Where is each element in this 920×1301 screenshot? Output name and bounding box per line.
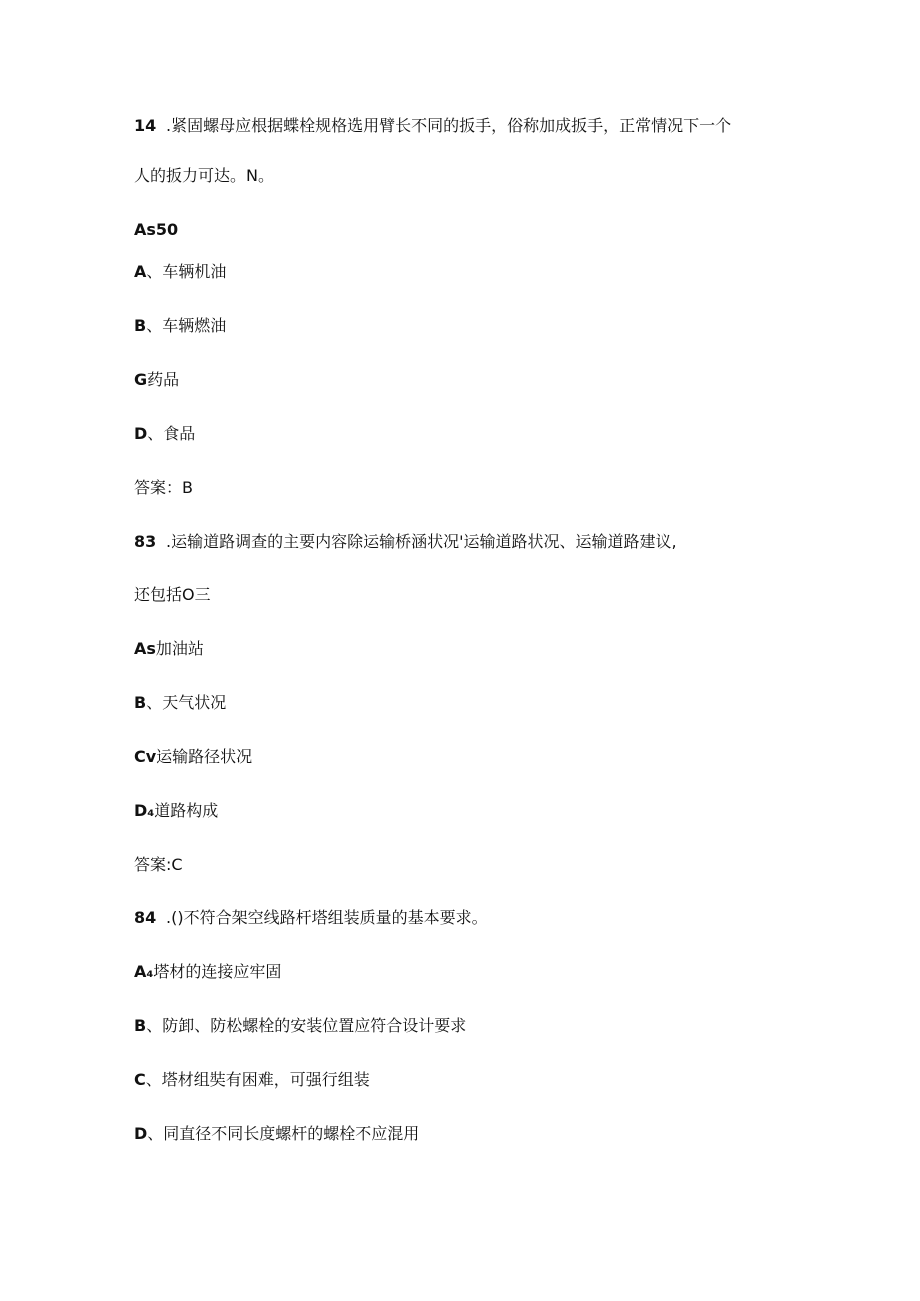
question-14-option-c (134, 370, 179, 390)
question-83-option-c (134, 747, 252, 767)
question-14-option-d (134, 424, 195, 444)
option-text: 、防卸、防松螺栓的安装位置应符合设计要求 (146, 1016, 467, 1035)
question-14-option-a (134, 262, 226, 282)
option-text: 、同直径不同长度螺杆的螺栓不应混用 (147, 1124, 420, 1143)
option-text: 塔材的连接应牢固 (153, 962, 282, 981)
option-label: As (134, 639, 156, 658)
question-14-stem-line1 (134, 116, 731, 136)
option-label: D₄ (134, 801, 155, 820)
question-stem-text: .运输道路调查的主要内容除运输桥涵状况'运输道路状况、运输道路建议, (166, 532, 677, 551)
option-text: 道路构成 (154, 801, 219, 820)
question-number: 14 (134, 116, 157, 135)
answer-text: 答案:C (134, 855, 183, 874)
question-84-option-a (134, 962, 281, 982)
question-number: 83 (134, 532, 157, 551)
option-label: B (134, 1016, 147, 1035)
option-label: D (134, 1124, 148, 1143)
question-84-option-b (134, 1016, 466, 1036)
option-label: D (134, 424, 148, 443)
question-83-option-b (134, 693, 226, 713)
option-label: B (134, 316, 147, 335)
question-83-option-a (134, 639, 204, 659)
option-text: 、天气状况 (146, 693, 227, 712)
question-14-answer (134, 478, 193, 498)
option-text: 、车辆燃油 (146, 316, 227, 335)
option-label: B (134, 693, 147, 712)
option-text: 加油站 (155, 639, 204, 658)
question-14-stem-line2 (134, 166, 274, 186)
answer-text: 答案：B (134, 478, 193, 497)
option-text: 药品 (147, 370, 180, 389)
option-label: C (134, 1070, 146, 1089)
option-label: G (134, 370, 148, 389)
question-83-answer (134, 855, 183, 875)
option-text: 运输路径状况 (156, 747, 253, 766)
question-83-option-d (134, 801, 218, 821)
option-text: 、车辆机油 (146, 262, 227, 281)
question-stem-text: .()不符合架空线路杆塔组装质量的基本要求。 (166, 908, 488, 927)
option-text: 、食品 (147, 424, 196, 443)
question-84-option-d (134, 1124, 419, 1144)
option-text: 、塔材组奘有困难，可强行组装 (145, 1070, 370, 1089)
question-number: 84 (134, 908, 157, 927)
question-83-stem-line1 (134, 532, 677, 552)
question-stem-text: 还包括O三 (134, 585, 211, 604)
hint-text: As50 (134, 220, 179, 239)
question-84-option-c (134, 1070, 370, 1090)
question-stem-text: .紧固螺母应根据蝶栓规格选用臂长不同的扳手，俗称加成扳手，正常情况下一个 (166, 116, 732, 135)
option-label: A (134, 262, 147, 281)
question-stem-text: 人的扳力可达。N。 (134, 166, 274, 185)
question-84-stem-line1 (134, 908, 488, 928)
question-14-hint (134, 220, 178, 240)
option-label: Cv (134, 747, 157, 766)
question-14-option-b (134, 316, 226, 336)
option-label: A₄ (134, 962, 154, 981)
question-83-stem-line2 (134, 585, 211, 605)
